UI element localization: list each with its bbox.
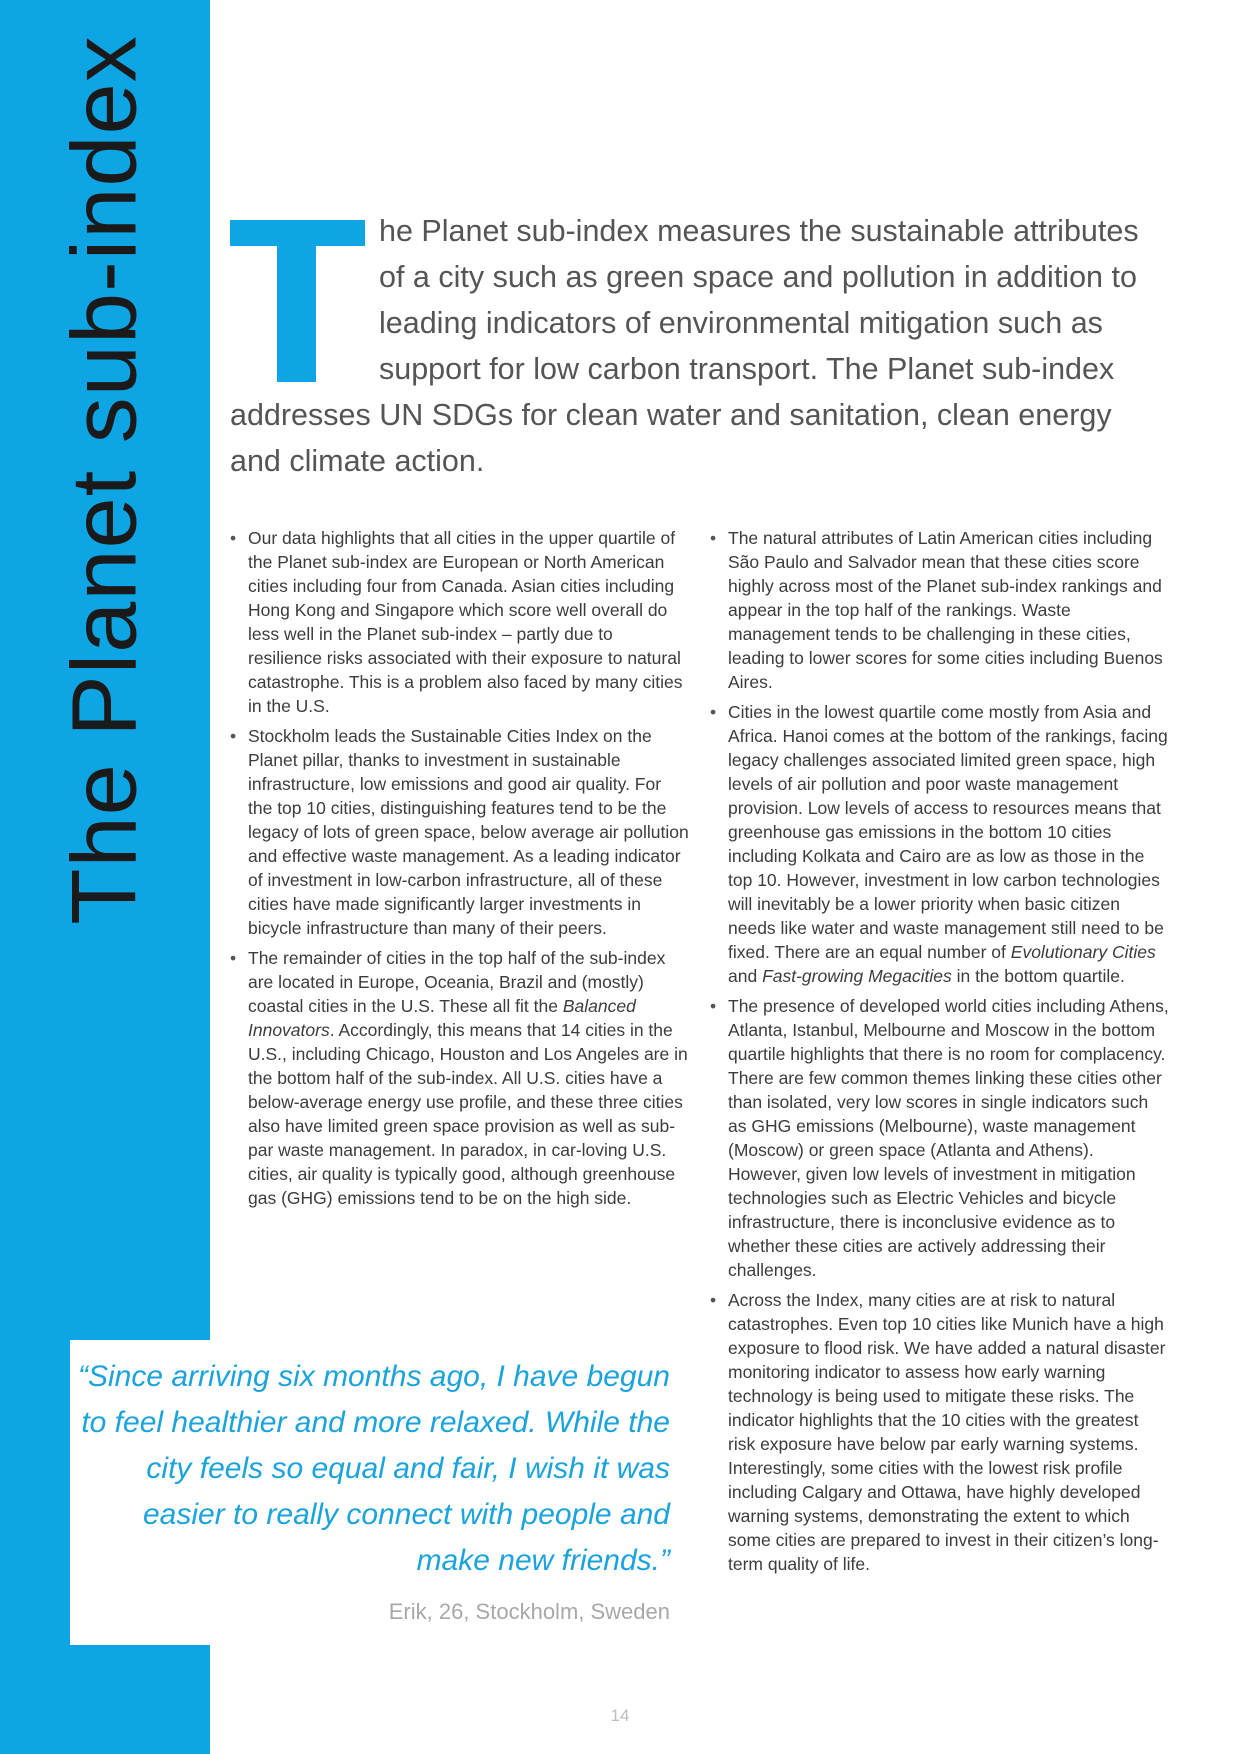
dropcap-T (230, 220, 365, 382)
intro-paragraph (230, 208, 1170, 484)
left-column (230, 526, 690, 1216)
intro-text: he Planet sub-index measures the sustainable attributes of a city such as green space and pollution in addition to leading indicators of environmental mitigation such as support for low carbon transport. The Planet sub-index addresses UN SDGs for clean water and sanitation, clean energy and climate action. (230, 214, 1139, 478)
right-column (710, 526, 1170, 1582)
page-number: 14 (610, 1706, 630, 1725)
bullet-item: • Across the Index, many cities are at risk to natural catastrophes. Even top 10 cities like Munich have a high exposure to flood risk. We have added a natural disaster monitoring indicator to assess how early warning technology is being used to mitigate these risks. The indicator highlights that the 10 cities with the greatest risk exposure have below par early warning systems. Interestingly, some cities with the lowest risk profile including Calgary and Ottawa, have highly developed warning systems, demonstrating the extent to which some cities are prepared to invest in their citizen’s long-term quality of life. (710, 1288, 1170, 1576)
bullet-item: • The natural attributes of Latin American cities including São Paulo and Salvador mean that these cities score highly across most of the Planet sub-index rankings and appear in the top half of the rankings. Waste management tends to be challenging in these cities, leading to lower scores for some cities including Buenos Aires. (710, 526, 1170, 694)
bullet-item: • Stockholm leads the Sustainable Cities Index on the Planet pillar, thanks to investment in sustainable infrastructure, low emissions and good air quality. For the top 10 cities, distinguishing features tend to be the legacy of lots of green space, below average air pollution and effective waste management. As a leading indicator of investment in low-carbon infrastructure, all of these cities have made significantly larger investments in bicycle infrastructure than many of their peers. (230, 724, 690, 940)
bullet-item: • Our data highlights that all cities in the upper quartile of the Planet sub-index are European or North American cities including four from Canada. Asian cities including Hong Kong and Singapore which score well overall do less well in the Planet sub-index – partly due to resilience risks associated with their exposure to natural catastrophe. This is a problem also faced by many cities in the U.S. (230, 526, 690, 718)
page-title: The Planet sub-index (53, 35, 156, 925)
bullet-item: • The presence of developed world cities including Athens, Atlanta, Istanbul, Melbourne and Moscow in the bottom quartile highlights that there is no room for complacency. There are few common themes linking these cities other than isolated, very low scores in single indicators such as GHG emissions (Melbourne), waste management (Moscow) or green space (Atlanta and Athens). However, given low levels of investment in mitigation technologies such as Electric Vehicles and bicycle infrastructure, there is inconclusive evidence as to whether these cities are actively addressing their challenges. (710, 994, 1170, 1282)
quote-attribution: Erik, 26, Stockholm, Sweden (388, 1599, 670, 1624)
pull-quote: “Since arriving six months ago, I have begun to feel healthier and more relaxed. While the city feels so equal and fair, I wish it was easier to really connect with people and make new friends.” (78, 1360, 670, 1577)
bullet-item: • Cities in the lowest quartile come mostly from Asia and Africa. Hanoi comes at the bottom of the rankings, facing legacy challenges associated limited green space, high levels of air pollution and poor waste management provision. Low levels of access to resources means that greenhouse gas emissions in the bottom 10 cities including Kolkata and Cairo are as low as those in the top 10. However, investment in low carbon technologies will inevitably be a lower priority when basic citizen needs like water and waste management still need to be fixed. There are an equal number of Evolutionary Cities and Fast-growing Megacities in the bottom quartile. (710, 700, 1170, 988)
bullet-item: • The remainder of cities in the top half of the sub-index are located in Europe, Oceania, Brazil and (mostly) coastal cities in the U.S. These all fit the Balanced Innovators. Accordingly, this means that 14 cities in the U.S., including Chicago, Houston and Los Angeles are in the bottom half of the sub-index. All U.S. cities have a below-average energy use profile, and these three cities also have limited green space provision as well as sub-par waste management. In paradox, in car-loving U.S. cities, air quality is typically good, although greenhouse gas (GHG) emissions tend to be on the high side. (230, 946, 690, 1210)
pull-quote-box (70, 1340, 690, 1645)
